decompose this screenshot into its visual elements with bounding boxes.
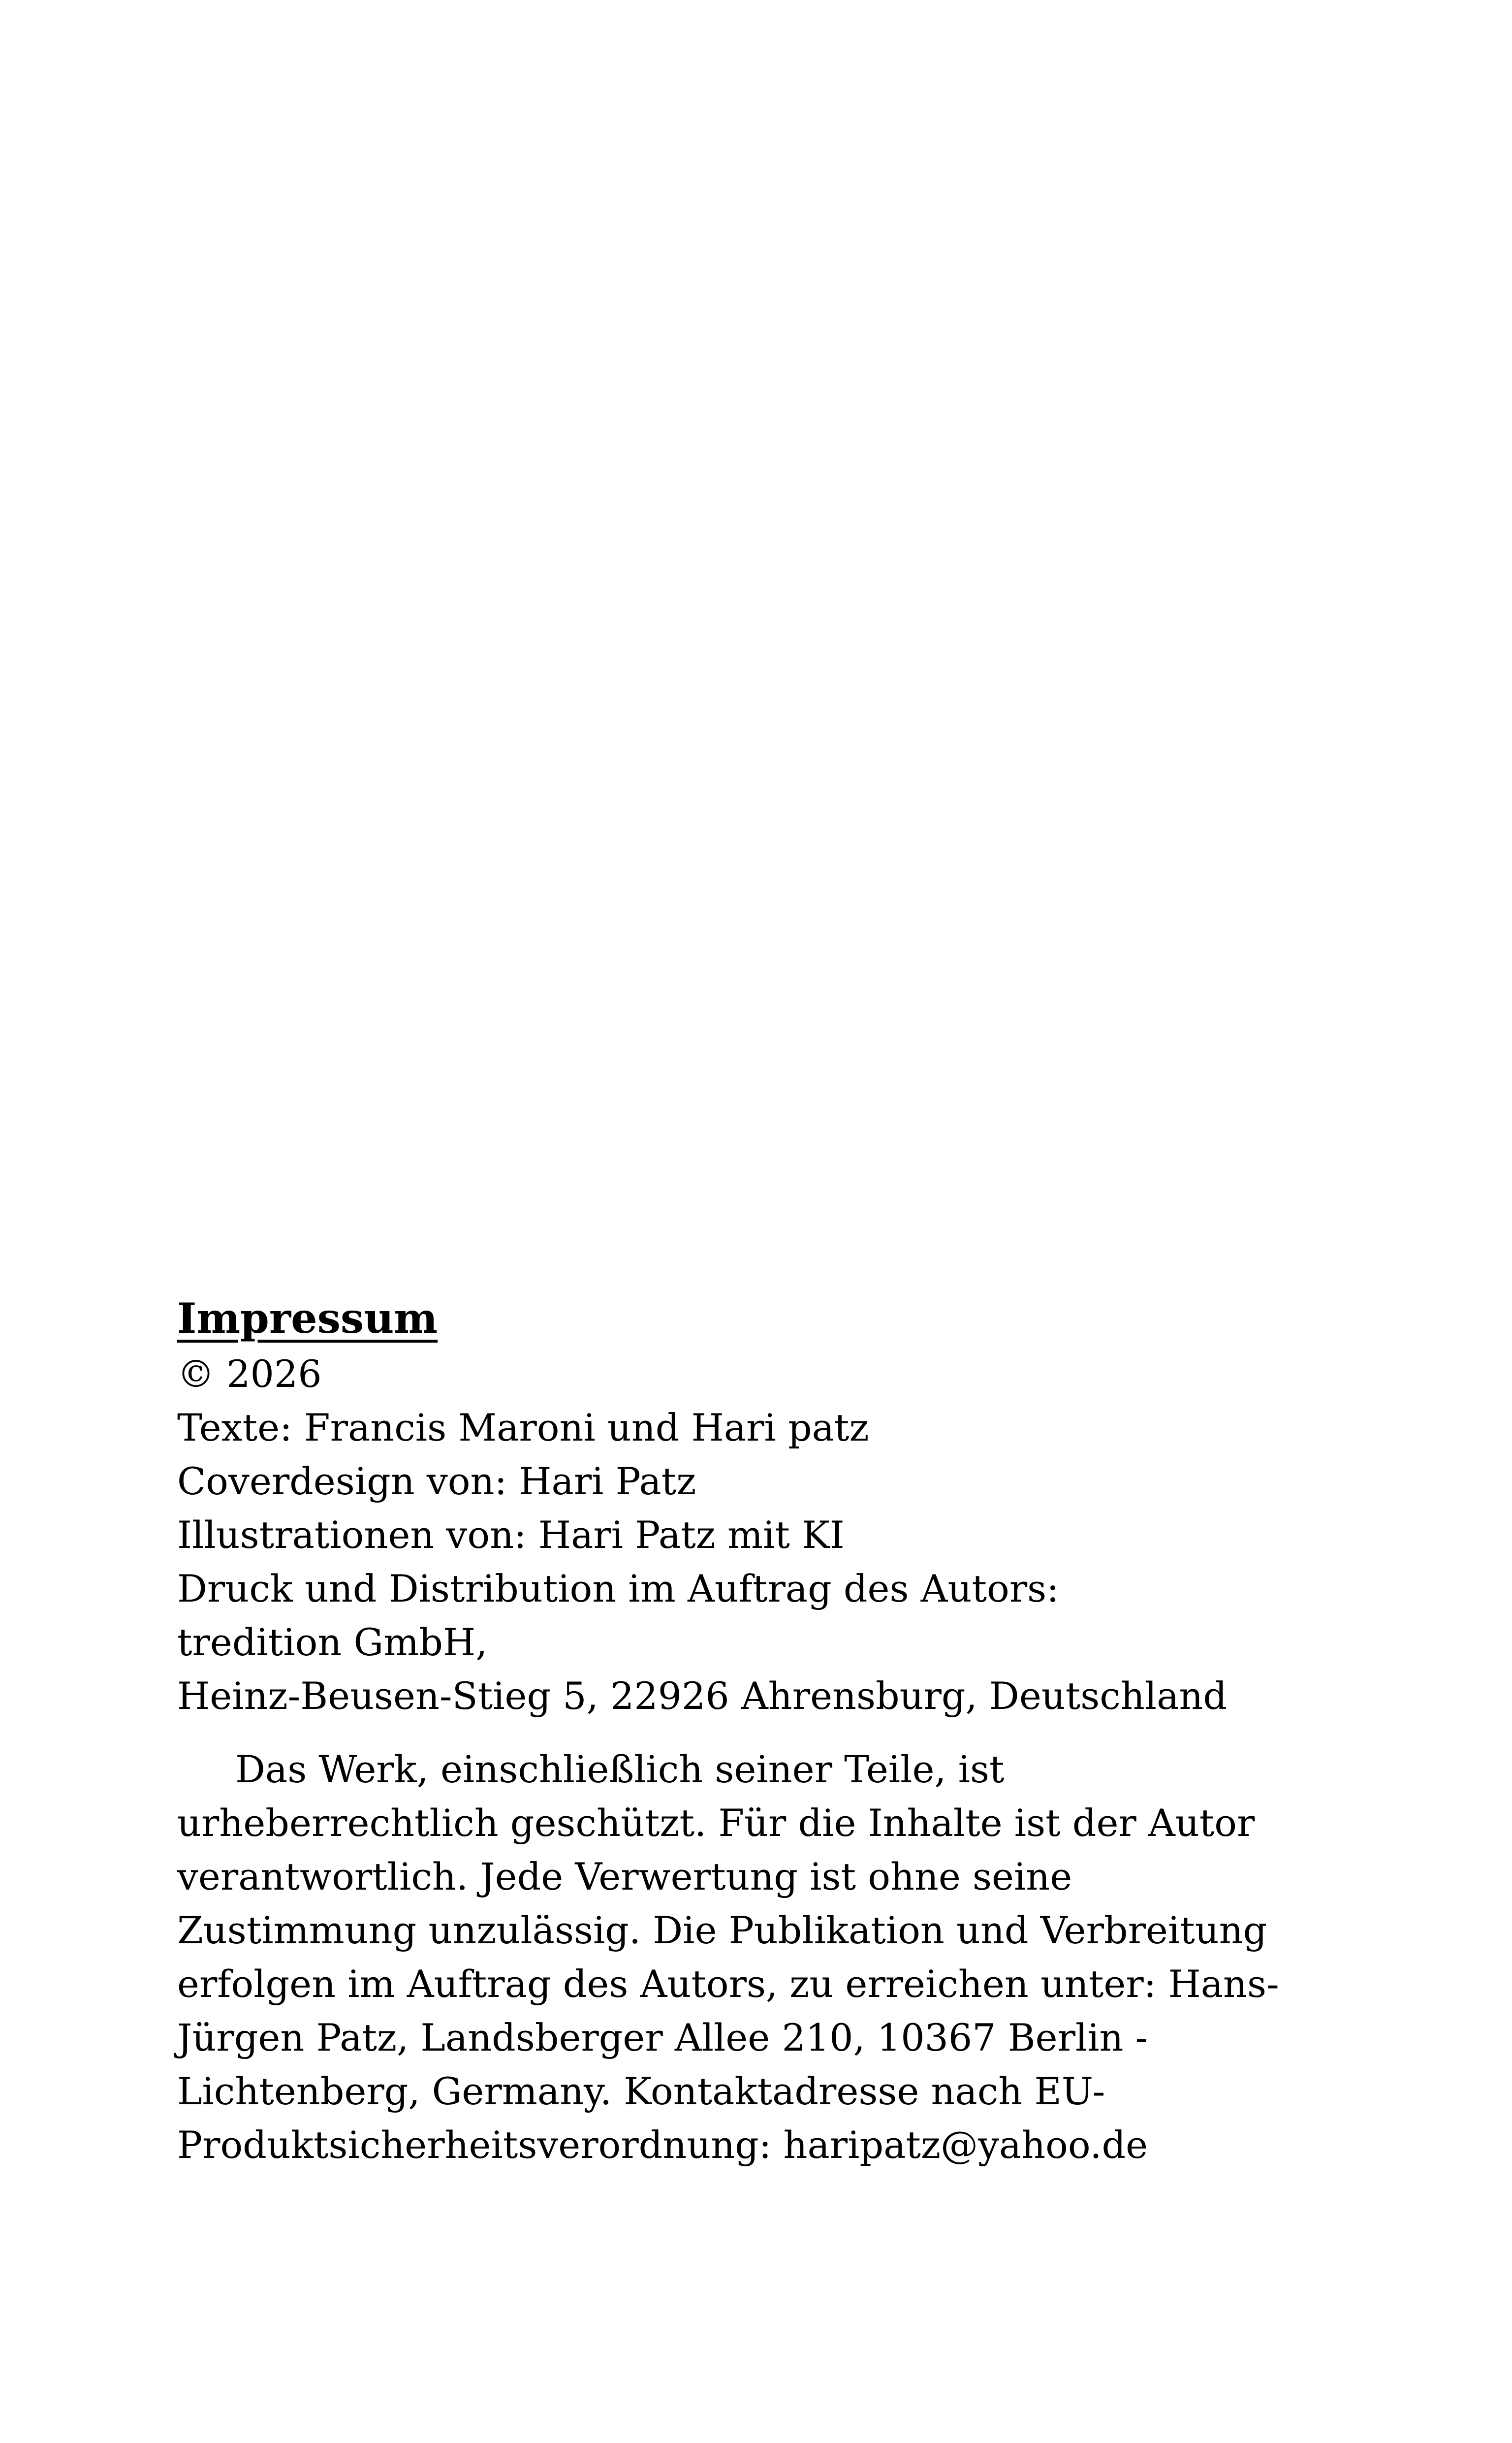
printing-distribution-line: Druck und Distribution im Auftrag des Autors: xyxy=(177,1567,1059,1610)
texts-credit-line: Texte: Francis Maroni und Hari patz xyxy=(177,1406,869,1449)
impressum-title: Impressum xyxy=(177,1294,438,1343)
publisher-address-line: Heinz-Beusen-Stieg 5, 22926 Ahrensburg, Deutschland xyxy=(177,1674,1228,1718)
publisher-name-line: tredition GmbH, xyxy=(177,1620,488,1664)
copyright-line: © 2026 xyxy=(177,1352,322,1396)
legal-notice-paragraph: Das Werk, einschließlich seiner Teile, ist urheberrechtlich geschützt. Für die Inhalte ist der Autor verantwortlich. Jede Verwertung ist ohne seine Zustimmung unzulässig. Die Publikation und Verbreitung erfolgen im Auftrag des Autors, zu erreichen unter: Hans-Jürgen Patz, Landsberger Allee 210, 10367 Berlin - Lichtenberg, Germany. Kontaktadresse nach EU-Produktsicherheitsverordnung: haripatz@yahoo.de xyxy=(177,1747,1279,2167)
cover-design-credit-line: Coverdesign von: Hari Patz xyxy=(177,1459,696,1503)
illustrations-credit-line: Illustrationen von: Hari Patz mit KI xyxy=(177,1513,845,1557)
impressum-section xyxy=(177,1290,1319,2172)
